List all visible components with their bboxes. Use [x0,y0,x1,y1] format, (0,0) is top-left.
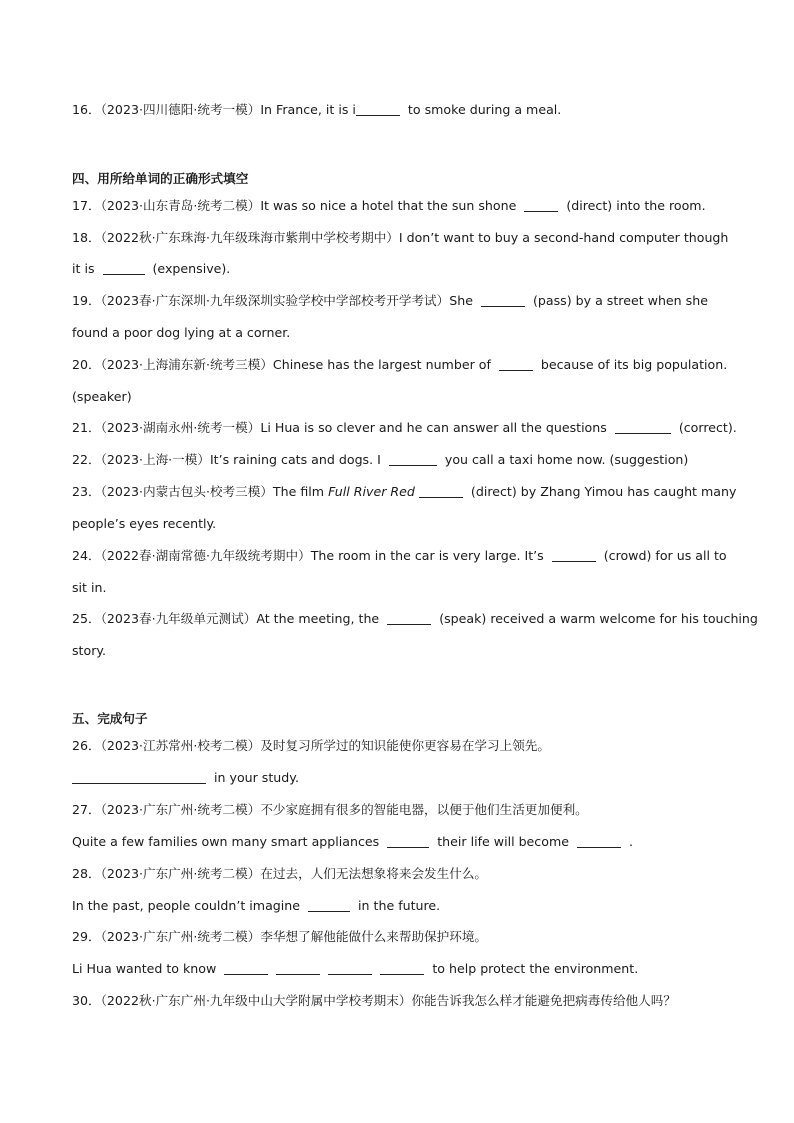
answer-blank[interactable] [356,103,400,116]
question-number: 17． [72,198,101,213]
question-text: their life will become [433,834,573,849]
question-28-answer [72,898,724,914]
question-source: （2022秋·广东珠海·九年级珠海市紫荆中学校考期中） [100,230,399,245]
question-text: Li Hua is so clever and he can answer all the questions [260,420,611,435]
answer-blank[interactable] [103,262,145,275]
question-source: （2023·湖南永州·统考一模） [100,420,261,435]
answer-blank[interactable] [387,835,429,848]
question-text: it is [72,261,99,276]
question-16 [72,102,724,118]
question-text: because of its big population. [536,357,728,372]
question-text: She [449,293,477,308]
answer-blank[interactable] [615,421,671,434]
question-prompt-chinese: 你能告诉我怎么样才能避免把病毒传给他人吗？ [411,993,676,1008]
question-source: （2022秋·广东广州·九年级中山大学附属中学校考期末） [100,993,412,1008]
question-26-answer [72,770,724,786]
question-source: （2023·上海浦东新·统考三模） [100,357,273,372]
question-text: Li Hua wanted to know [72,961,221,976]
question-number: 19． [72,293,101,308]
section-5-heading: 五、完成句子 [72,711,148,726]
question-source: （2023·广东广州·统考二模） [100,802,261,817]
question-19 [72,293,724,309]
question-29 [72,929,724,945]
answer-blank[interactable] [419,485,463,498]
question-prompt-chinese: 不少家庭拥有很多的智能电器，以便于他们生活更加便利。 [260,802,588,817]
question-source: （2023春·九年级单元测试） [100,611,257,626]
question-25-cont: story. [72,643,107,658]
question-source: （2023·内蒙古包头·校考三模） [100,484,273,499]
answer-blank[interactable] [224,962,268,975]
question-17 [72,198,724,214]
question-number: 27． [72,802,101,817]
question-number: 18． [72,230,101,245]
question-24-cont: sit in. [72,580,107,595]
answer-blank[interactable] [72,771,206,784]
question-text: to smoke during a meal. [403,102,562,117]
question-number: 25． [72,611,101,626]
question-text: in the future. [354,898,441,913]
question-22 [72,452,724,468]
answer-blank[interactable] [481,294,525,307]
question-number: 26． [72,738,101,753]
question-text: I don’t want to buy a second-hand computer though [398,230,729,245]
question-text: (expensive). [148,261,231,276]
question-text: (correct). [674,420,737,435]
question-text: In the past, people couldn’t imagine [72,898,305,913]
question-21 [72,420,737,436]
question-number: 30． [72,993,101,1008]
question-20 [72,357,728,373]
answer-blank[interactable] [552,549,596,562]
answer-blank[interactable] [499,358,533,371]
question-text: (speak) received a warm welcome for his touching [435,611,758,626]
question-prompt-chinese: 李华想了解他能做什么来帮助保护环境。 [260,929,488,944]
question-23-cont: people’s eyes recently. [72,516,217,531]
answer-blank[interactable] [577,835,621,848]
question-number: 20． [72,357,101,372]
question-number: 23． [72,484,101,499]
question-source: （2023·广东广州·统考二模） [100,929,261,944]
section-4-heading: 四、用所给单词的正确形式填空 [72,171,249,186]
question-18 [72,230,729,246]
question-text: in your study. [210,770,299,785]
question-source: （2023·上海·一模） [100,452,210,467]
question-source: （2023·广东广州·统考二模） [100,866,261,881]
question-number: 28． [72,866,101,881]
question-prompt-chinese: 在过去，人们无法想象将来会发生什么。 [260,866,488,881]
question-number: 16． [72,102,101,117]
question-number: 24． [72,548,101,563]
question-text: (direct) by Zhang Yimou has caught many [466,484,737,499]
question-text: Quite a few families own many smart appliances [72,834,384,849]
question-18-cont [72,261,724,277]
question-text: (crowd) for us all to [599,548,727,563]
question-25 [72,611,758,627]
question-number: 21． [72,420,101,435]
question-27 [72,802,724,818]
question-source: （2023春·广东深圳·九年级深圳实验学校中学部校考开学考试） [100,293,450,308]
question-text: to help protect the environment. [428,961,639,976]
question-source: （2023·江苏常州·校考二模） [100,738,261,753]
film-title: Full River Red [328,484,415,499]
question-text: (direct) into the room. [562,198,706,213]
answer-blank[interactable] [276,962,320,975]
answer-blank[interactable] [328,962,372,975]
answer-blank[interactable] [380,962,424,975]
question-text: The film [272,484,329,499]
question-text: (pass) by a street when she [528,293,708,308]
question-source: （2023·山东青岛·统考二模） [100,198,261,213]
question-text: It’s raining cats and dogs. I [209,452,385,467]
question-text: In France, it is i [260,102,356,117]
question-27-answer [72,834,724,850]
question-19-cont: found a poor dog lying at a corner. [72,325,291,340]
question-source: （2022春·湖南常德·九年级统考期中） [100,548,311,563]
question-text: The room in the car is very large. It’s [310,548,548,563]
question-30 [72,993,724,1009]
question-text: At the meeting, the [256,611,384,626]
question-text: Chinese has the largest number of [272,357,495,372]
question-26 [72,738,724,754]
question-24 [72,548,727,564]
question-number: 22． [72,452,101,467]
question-text: you call a taxi home now. (suggestion) [440,452,689,467]
question-20-cont: (speaker) [72,389,132,404]
answer-blank[interactable] [389,453,437,466]
question-text: It was so nice a hotel that the sun shone [260,198,521,213]
question-source: （2023·四川德阳·统考一模） [100,102,261,117]
question-number: 29． [72,929,101,944]
question-29-answer [72,961,724,977]
answer-blank[interactable] [524,199,558,212]
answer-blank[interactable] [308,899,350,912]
question-prompt-chinese: 及时复习所学过的知识能使你更容易在学习上领先。 [260,738,550,753]
question-23 [72,484,737,500]
question-text: . [624,834,633,849]
answer-blank[interactable] [387,612,431,625]
question-28 [72,866,724,882]
